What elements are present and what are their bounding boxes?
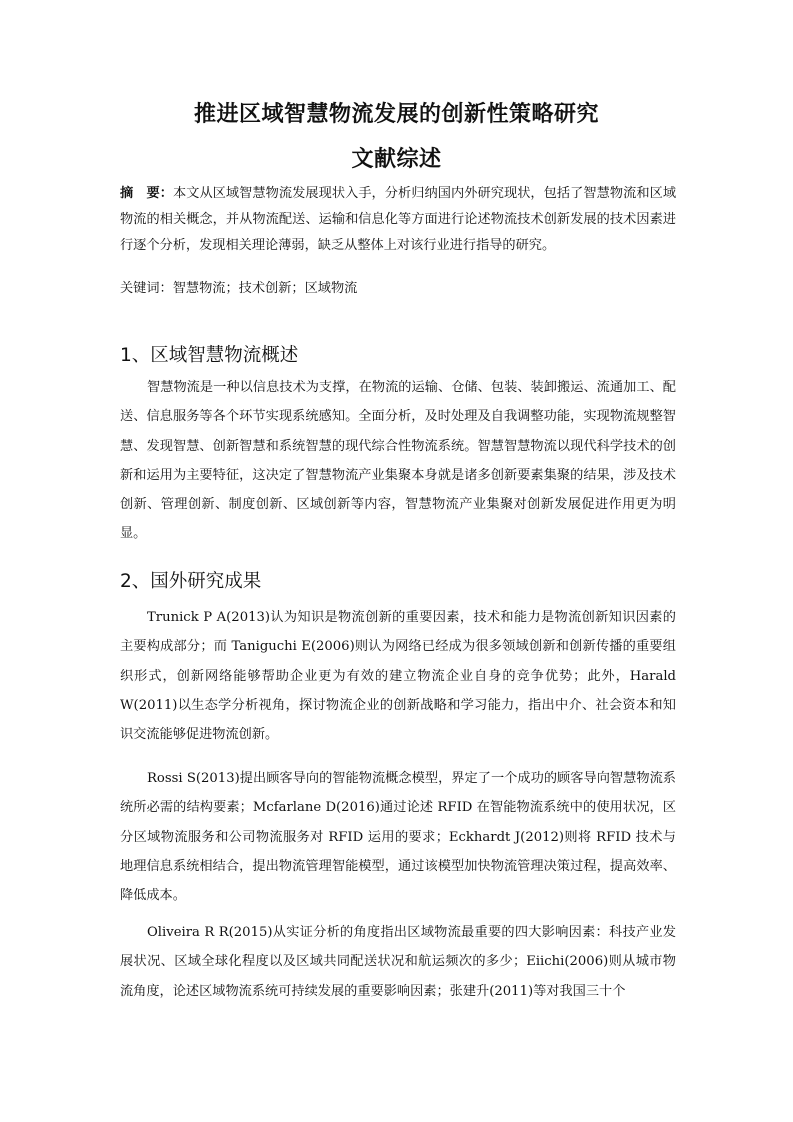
document-title: 推进区域智慧物流发展的创新性策略研究 — [193, 102, 599, 127]
section-heading-overview: 1、区域智慧物流概述 — [120, 345, 299, 366]
abstract-text: 本文从区域智慧物流发展现状入手，分析归纳国内外研究现状，包括了智慧物流和区域物流的相关概念，并从物流配送、运输和信息化等方面进行论述物流技术创新发展的技术因素进行逐个分析，发现相关理论薄弱，缺乏从整体上对该行业进行指导的研究。 — [120, 186, 677, 253]
paragraph-foreign-2: Rossi S(2013)提出顾客导向的智能物流概念模型，界定了一个成功的顾客导向智慧物流系统所必需的结构要素；Mcfarlane D(2016)通过论述 RFID 在智能物流系统中的使用状况，区分区域物流服务和公司物流服务对 RFID 运用的要求；Eckhardt J(2012)则将 RFID 技术与地理信息系统相结合，提出物流管理智能模型，通过该模型加快物流管理决策过程，提高效率、降低成本。 — [120, 771, 676, 904]
abstract-label: 摘 要： — [120, 186, 173, 201]
paragraph-overview: 智慧物流是一种以信息技术为支撑，在物流的运输、仓储、包装、装卸搬运、流通加工、配送、信息服务等各个环节实现系统感知。全面分析，及时处理及自我调整功能，实现物流规整智慧、发现智慧、创新智慧和系统智慧的现代综合性物流系统。智慧智慧物流以现代科学技术的创新和运用为主要特征，这决定了智慧物流产业集聚本身就是诸多创新要素集聚的结果，涉及技术创新、管理创新、制度创新、区域创新等内容，智慧物流产业集聚对创新发展促进作用更为明显。 — [120, 380, 676, 542]
document-subtitle: 文献综述 — [351, 147, 442, 172]
paragraph-foreign-3: Oliveira R R(2015)从实证分析的角度指出区域物流最重要的四大影响因素：科技产业发展状况、区域全球化程度以及区域共同配送状况和航运频次的多少；Eiichi(2006)则从城市物流角度，论述区域物流系统可持续发展的重要影响因素；张建升(2011)等对我国三十个 — [120, 925, 676, 999]
keywords: 关键词：智慧物流；技术创新；区域物流 — [120, 281, 358, 296]
section-heading-foreign-research: 2、国外研究成果 — [120, 571, 262, 592]
paragraph-foreign-1: Trunick P A(2013)认为知识是物流创新的重要因素，技术和能力是物流创新知识因素的主要构成部分；而 Taniguchi E(2006)则认为网络已经成为很多领域创新和创新传播的重要组织形式，创新网络能够帮助企业更为有效的建立物流企业自身的竞争优势；此外，Harald W(2011)以生态学分析视角，探讨物流企业的创新战略和学习能力，指出中介、社会资本和知识交流能够促进物流创新。 — [120, 610, 676, 743]
abstract — [120, 181, 676, 259]
